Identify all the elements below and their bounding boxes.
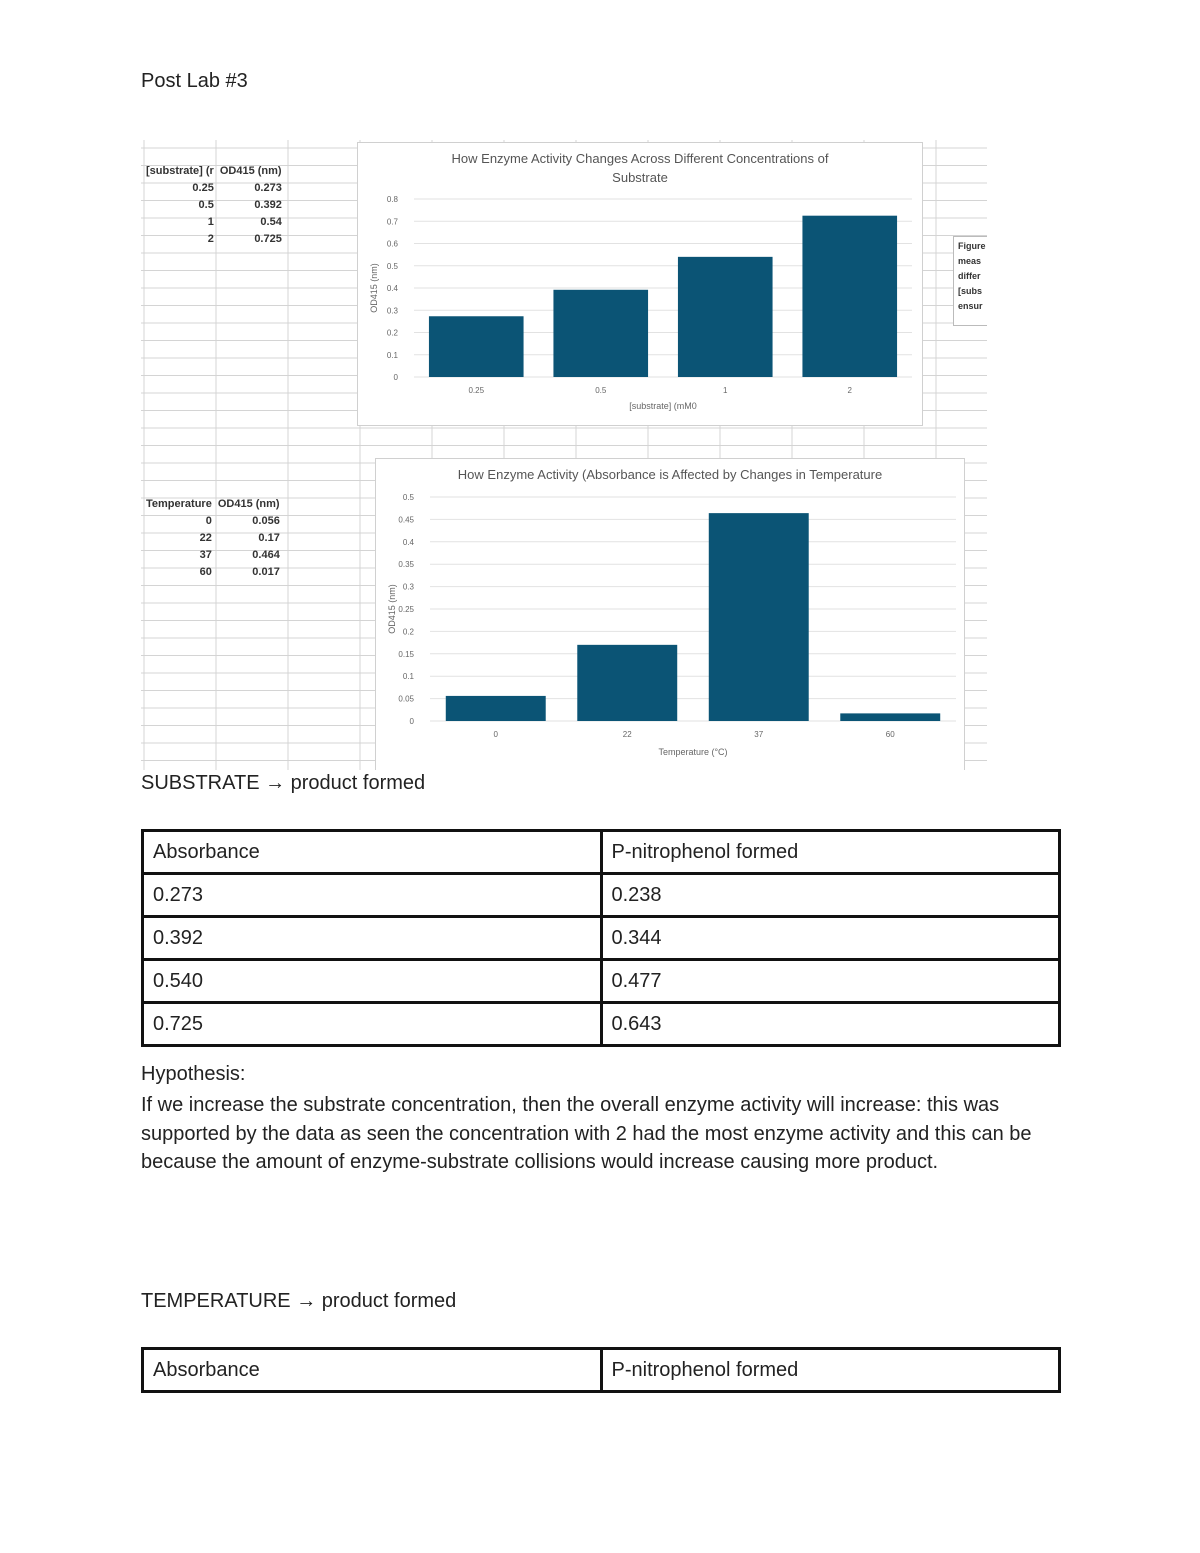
caption-line: ensur bbox=[958, 301, 983, 311]
bar bbox=[709, 513, 809, 721]
table-row bbox=[143, 960, 1060, 1003]
sheet-row bbox=[143, 546, 283, 563]
sheet-cell: 37 bbox=[199, 548, 212, 561]
hypothesis-label: Hypothesis: bbox=[141, 1063, 246, 1085]
y-tick-label: 0.6 bbox=[386, 239, 398, 249]
sheet-cell: 0.725 bbox=[254, 232, 282, 245]
bar bbox=[802, 216, 897, 377]
table-row bbox=[143, 1003, 1060, 1046]
table-cell: 0.477 bbox=[601, 960, 1060, 1003]
substrate-sheet-table bbox=[143, 162, 285, 247]
y-axis-label: OD415 (nm) bbox=[369, 263, 379, 313]
y-tick-label: 0.8 bbox=[386, 195, 398, 204]
sheet-cell: 0.273 bbox=[254, 181, 282, 194]
temperature-section-heading: TEMPERATURE → product formed bbox=[141, 1290, 457, 1312]
temperature-sheet-table bbox=[143, 495, 283, 580]
table-cell: 0.392 bbox=[143, 917, 602, 960]
y-tick-label: 0.3 bbox=[386, 306, 398, 316]
y-tick-label: 0.5 bbox=[386, 261, 398, 271]
substrate-section-heading: SUBSTRATE → product formed bbox=[141, 772, 426, 794]
y-tick-label: 0.2 bbox=[386, 328, 398, 338]
sheet-cell: 22 bbox=[199, 531, 212, 544]
sheet-header-cell: OD415 (nm) bbox=[219, 164, 282, 177]
x-tick-label: 2 bbox=[847, 386, 852, 395]
table-cell: 0.238 bbox=[601, 874, 1060, 917]
temperature-chart-svg bbox=[376, 459, 964, 770]
y-tick-label: 0.45 bbox=[398, 515, 414, 525]
table-header-cell: P-nitrophenol formed bbox=[601, 831, 1060, 874]
bar bbox=[446, 696, 546, 721]
y-tick-label: 0.2 bbox=[402, 627, 414, 637]
table-header-cell: Absorbance bbox=[143, 1349, 602, 1392]
bar bbox=[840, 713, 940, 721]
caption-line: Figure bbox=[958, 241, 986, 251]
sheet-row bbox=[143, 196, 285, 213]
y-tick-label: 0 bbox=[409, 717, 414, 726]
x-tick-label: 60 bbox=[885, 730, 895, 739]
sheet-cell: 0.17 bbox=[258, 531, 280, 544]
sheet-row bbox=[143, 563, 283, 580]
y-tick-label: 0.25 bbox=[398, 605, 414, 614]
sheet-cell: 1 bbox=[207, 215, 214, 228]
sheet-row bbox=[143, 179, 285, 196]
table-cell: 0.643 bbox=[601, 1003, 1060, 1046]
chart-title: Substrate bbox=[612, 170, 668, 185]
table-cell: 0.540 bbox=[143, 960, 602, 1003]
caption-line: differ bbox=[958, 271, 981, 281]
bar bbox=[429, 316, 524, 377]
sheet-cell: 0.392 bbox=[254, 198, 282, 211]
y-tick-label: 0.4 bbox=[402, 537, 414, 547]
table-header-row bbox=[143, 1349, 1060, 1392]
sheet-cell: 0 bbox=[205, 514, 212, 527]
table-cell: 0.344 bbox=[601, 917, 1060, 960]
sheet-header-row bbox=[143, 495, 283, 512]
sheet-row bbox=[143, 529, 283, 546]
x-tick-label: 22 bbox=[622, 730, 632, 739]
substrate-results-table bbox=[141, 829, 1061, 1047]
sheet-row bbox=[143, 213, 285, 230]
chart-title: How Enzyme Activity (Absorbance is Affected by Changes in Temperature bbox=[457, 467, 883, 482]
x-axis-label: Temperature (°C) bbox=[658, 747, 728, 757]
sheet-row bbox=[143, 230, 285, 247]
x-tick-label: 0.25 bbox=[468, 386, 485, 395]
caption-line: meas bbox=[958, 256, 982, 266]
sheet-cell: 2 bbox=[207, 232, 214, 245]
temperature-chart bbox=[375, 458, 965, 770]
bar bbox=[577, 645, 677, 721]
x-tick-label: 1 bbox=[723, 386, 728, 395]
sheet-cell: 60 bbox=[199, 565, 212, 578]
sheet-cell: 0.017 bbox=[252, 565, 280, 578]
y-axis-label: OD415 (nm) bbox=[387, 584, 397, 634]
substrate-chart-svg bbox=[358, 143, 922, 425]
substrate-chart bbox=[357, 142, 923, 426]
y-tick-label: 0.7 bbox=[386, 217, 398, 227]
chart-title: How Enzyme Activity Changes Across Different Concentrations of bbox=[451, 151, 829, 166]
x-tick-label: 37 bbox=[754, 730, 764, 739]
table-header-cell: Absorbance bbox=[143, 831, 602, 874]
sheet-cell: 0.25 bbox=[192, 181, 214, 194]
x-tick-label: 0 bbox=[493, 730, 498, 739]
y-tick-label: 0.5 bbox=[402, 493, 414, 502]
table-header-cell: P-nitrophenol formed bbox=[601, 1349, 1060, 1392]
document-title: Post Lab #3 bbox=[141, 70, 248, 92]
x-axis-label: [substrate] (mM0 bbox=[629, 401, 697, 411]
y-tick-label: 0 bbox=[393, 373, 398, 382]
y-tick-label: 0.1 bbox=[402, 672, 414, 682]
y-tick-label: 0.15 bbox=[398, 649, 414, 659]
sheet-cell: 0.54 bbox=[260, 215, 282, 228]
sheet-row bbox=[143, 512, 283, 529]
bar bbox=[678, 257, 773, 377]
sheet-cell: 0.464 bbox=[252, 548, 280, 561]
table-cell: 0.725 bbox=[143, 1003, 602, 1046]
table-header-row bbox=[143, 831, 1060, 874]
hypothesis-text: If we increase the substrate concentration, then the overall enzyme activity will increase: this was supported by the data as seen the concentration with 2 had the most enzyme activity and this can be because the amount of enzyme-substrate collisions would increase causing more product. bbox=[141, 1094, 1032, 1173]
sheet-header-row bbox=[143, 162, 285, 179]
figure-caption-fragment bbox=[953, 236, 987, 326]
sheet-cell: 0.056 bbox=[252, 514, 280, 527]
bar bbox=[553, 290, 648, 377]
y-tick-label: 0.35 bbox=[398, 560, 414, 570]
table-row bbox=[143, 917, 1060, 960]
sheet-cell: 0.5 bbox=[198, 198, 214, 211]
sheet-header-cell: [substrate] (r bbox=[146, 164, 214, 177]
sheet-header-cell: Temperature bbox=[146, 497, 212, 510]
table-row bbox=[143, 874, 1060, 917]
sheet-header-cell: OD415 (nm) bbox=[217, 497, 280, 510]
temperature-results-table bbox=[141, 1347, 1061, 1393]
y-tick-label: 0.4 bbox=[386, 284, 398, 293]
y-tick-label: 0.05 bbox=[398, 694, 414, 704]
y-tick-label: 0.1 bbox=[386, 350, 398, 360]
y-tick-label: 0.3 bbox=[402, 582, 414, 592]
x-tick-label: 0.5 bbox=[595, 386, 607, 395]
caption-line: [subs bbox=[958, 286, 983, 296]
table-cell: 0.273 bbox=[143, 874, 602, 917]
spreadsheet-screenshot bbox=[141, 140, 987, 770]
